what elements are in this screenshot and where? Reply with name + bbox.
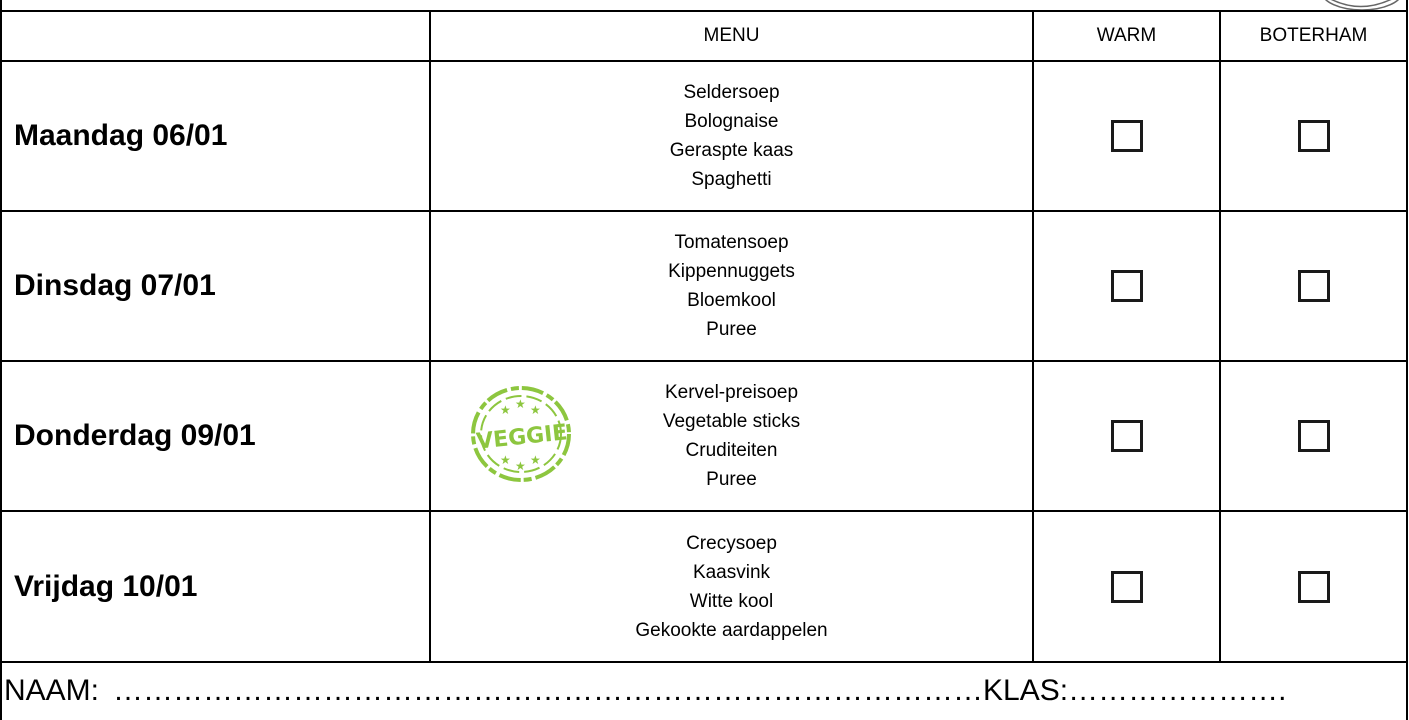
day-label-vrijdag: Vrijdag 10/01	[14, 569, 198, 603]
warm-cell-donderdag	[1034, 362, 1219, 510]
menu-item: Spaghetti	[691, 169, 772, 190]
boterham-checkbox[interactable]	[1298, 270, 1330, 302]
day-label-donderdag: Donderdag 09/01	[14, 419, 256, 452]
naam-label: NAAM:	[4, 674, 100, 707]
boterham-cell-maandag	[1221, 62, 1406, 210]
menu-item: Crecysoep	[686, 532, 777, 554]
warm-cell-vrijdag	[1034, 512, 1219, 661]
veggie-stamp-icon	[466, 384, 580, 484]
menu-cell-dinsdag	[431, 212, 1032, 360]
boterham-cell-donderdag	[1221, 362, 1406, 510]
warm-cell-maandag	[1034, 62, 1219, 210]
menu-item: Kaasvink	[692, 561, 771, 583]
day-label-maandag: Maandag 06/01	[14, 119, 228, 152]
boterham-cell-dinsdag	[1221, 212, 1406, 360]
svg-text:★: ★	[530, 403, 541, 417]
menu-item: Kervel-preisoep	[664, 382, 799, 403]
boterham-checkbox[interactable]	[1298, 120, 1330, 152]
menu-item: Geraspte kaas	[669, 140, 794, 161]
boterham-checkbox[interactable]	[1298, 571, 1330, 603]
menu-item: Puree	[706, 319, 757, 340]
svg-text:★: ★	[530, 453, 541, 467]
menu-item: Tomatensoep	[674, 232, 789, 253]
menu-item: Bloemkool	[687, 290, 776, 311]
menu-cell-vrijdag	[431, 512, 1032, 661]
warm-checkbox[interactable]	[1111, 120, 1143, 152]
menu-item: Cruditeiten	[685, 440, 778, 461]
menu-item: Gekookte aardappelen	[635, 619, 828, 641]
boterham-column-header: BOTERHAM	[1259, 25, 1368, 46]
svg-text:★: ★	[500, 403, 511, 417]
boterham-checkbox[interactable]	[1298, 420, 1330, 452]
svg-text:★: ★	[515, 459, 526, 473]
svg-text:★: ★	[515, 397, 526, 411]
warm-column-header: WARM	[1096, 25, 1157, 46]
klas-label: KLAS:	[983, 674, 1069, 707]
menu-cell-maandag	[431, 62, 1032, 210]
warm-checkbox[interactable]	[1111, 420, 1143, 452]
naam-field[interactable]: ……………………………………………………………………………	[113, 674, 984, 707]
klas-field[interactable]: ………………….	[1068, 674, 1287, 707]
menu-item: Kippennuggets	[668, 261, 795, 282]
menu-item: Bolognaise	[684, 111, 779, 132]
day-label-dinsdag: Dinsdag 07/01	[14, 269, 216, 302]
menu-item: Seldersoep	[683, 82, 780, 103]
warm-cell-dinsdag	[1034, 212, 1219, 360]
boterham-cell-vrijdag	[1221, 512, 1406, 661]
name-class-line	[4, 662, 1404, 720]
warm-checkbox[interactable]	[1111, 571, 1143, 603]
menu-column-header: MENU	[703, 25, 760, 46]
menu-item: Puree	[706, 469, 757, 490]
menu-item: Vegetable sticks	[662, 411, 801, 432]
menu-item: Witte kool	[689, 590, 774, 612]
warm-checkbox[interactable]	[1111, 270, 1143, 302]
svg-text:★: ★	[500, 453, 511, 467]
veggie-badge-text: VEGGIE	[475, 420, 569, 455]
